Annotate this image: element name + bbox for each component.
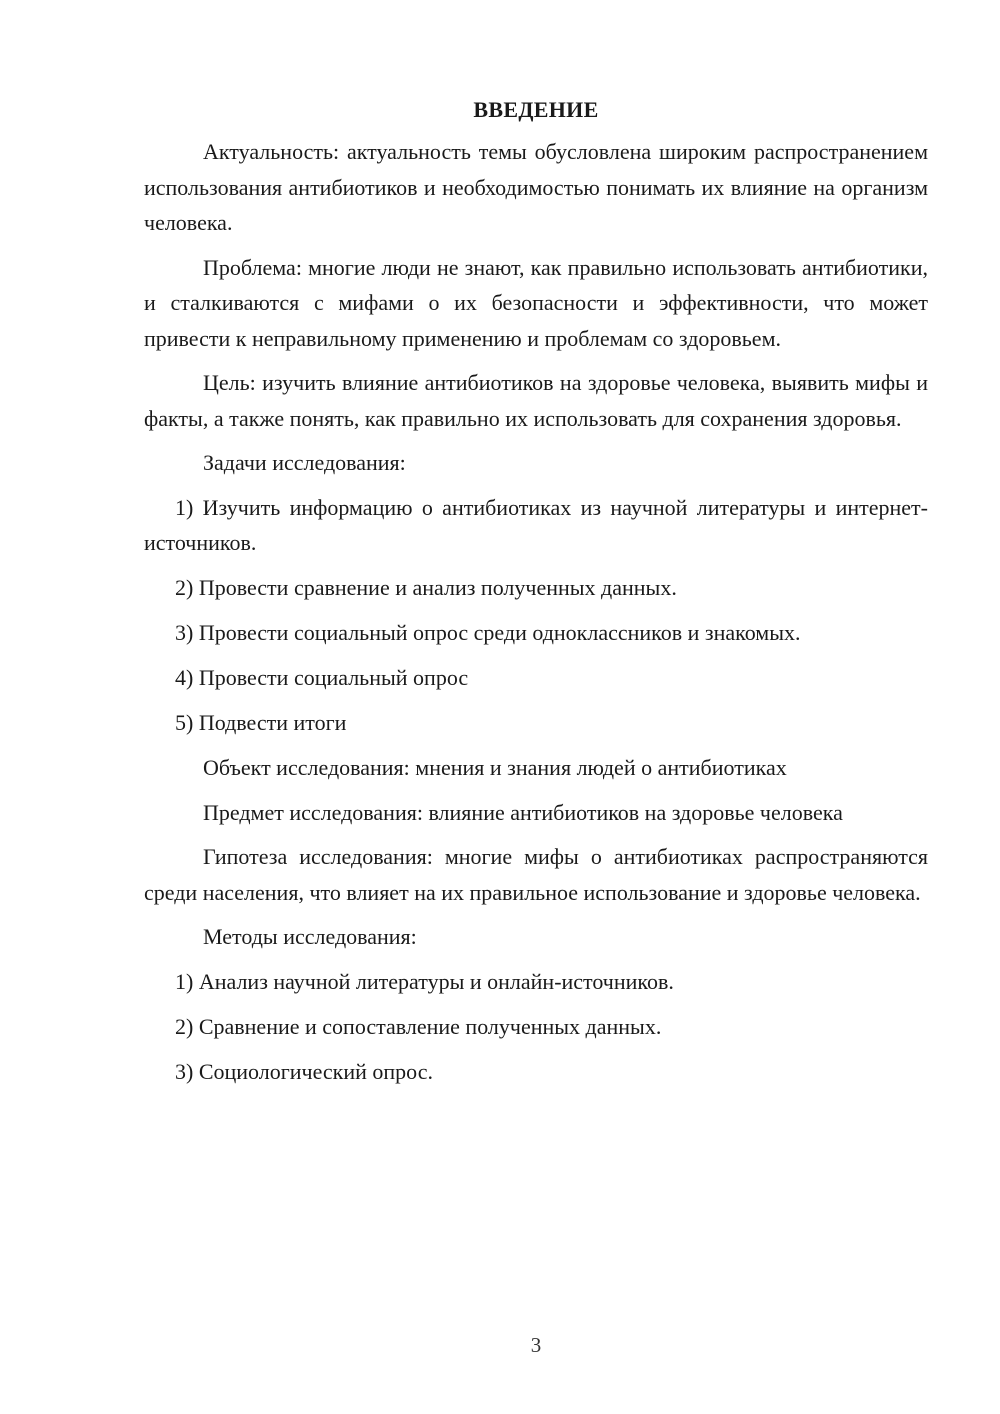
list-item-task-2: 2) Провести сравнение и анализ полученных данных.	[175, 575, 677, 600]
list-item-method-1: 1) Анализ научной литературы и онлайн-источников.	[175, 968, 674, 994]
paragraph-goal: Цель: изучить влияние антибиотиков на здоровье человека, выявить мифы и факты, а также понять, как правильно их использовать для сохранения здоровья.	[144, 370, 928, 431]
list-item-method-2: 2) Сравнение и сопоставление полученных данных.	[175, 1013, 662, 1039]
list-item-method-3: 3) Социологический опрос.	[175, 1058, 433, 1084]
tasks-heading: Задачи исследования:	[203, 450, 406, 475]
page-title: ВВЕДЕНИЕ	[473, 97, 599, 122]
paragraph-hypothesis: Гипотеза исследования: многие мифы о антибиотиках распространяются среди населения, что влияет на их правильное использование и здоровье человека.	[144, 844, 928, 905]
list-item-task-1: 1) Изучить информацию о антибиотиках из научной литературы и интернет-источников.	[144, 494, 928, 555]
document-page	[144, 92, 928, 1099]
list-item-task-3: 3) Провести социальный опрос среди одноклассников и знакомых.	[175, 620, 801, 645]
paragraph-subject: Предмет исследования: влияние антибиотиков на здоровье человека	[203, 799, 843, 825]
paragraph-object: Объект исследования: мнения и знания людей о антибиотиках	[203, 755, 787, 780]
paragraph-relevance: Актуальность: актуальность темы обусловлена широким распространением использования антибиотиков и необходимостью понимать их влияние на организм человека.	[144, 139, 928, 235]
page-number: 3	[530, 1333, 542, 1357]
paragraph-problem: Проблема: многие люди не знают, как правильно использовать антибиотики, и сталкиваются с мифами о их безопасности и эффективности, что может привести к неправильному применению и проблемам со здоровьем.	[144, 254, 928, 351]
list-item-task-5: 5) Подвести итоги	[175, 710, 347, 735]
methods-heading: Методы исследования:	[203, 924, 417, 949]
list-item-task-4: 4) Провести социальный опрос	[175, 665, 469, 690]
